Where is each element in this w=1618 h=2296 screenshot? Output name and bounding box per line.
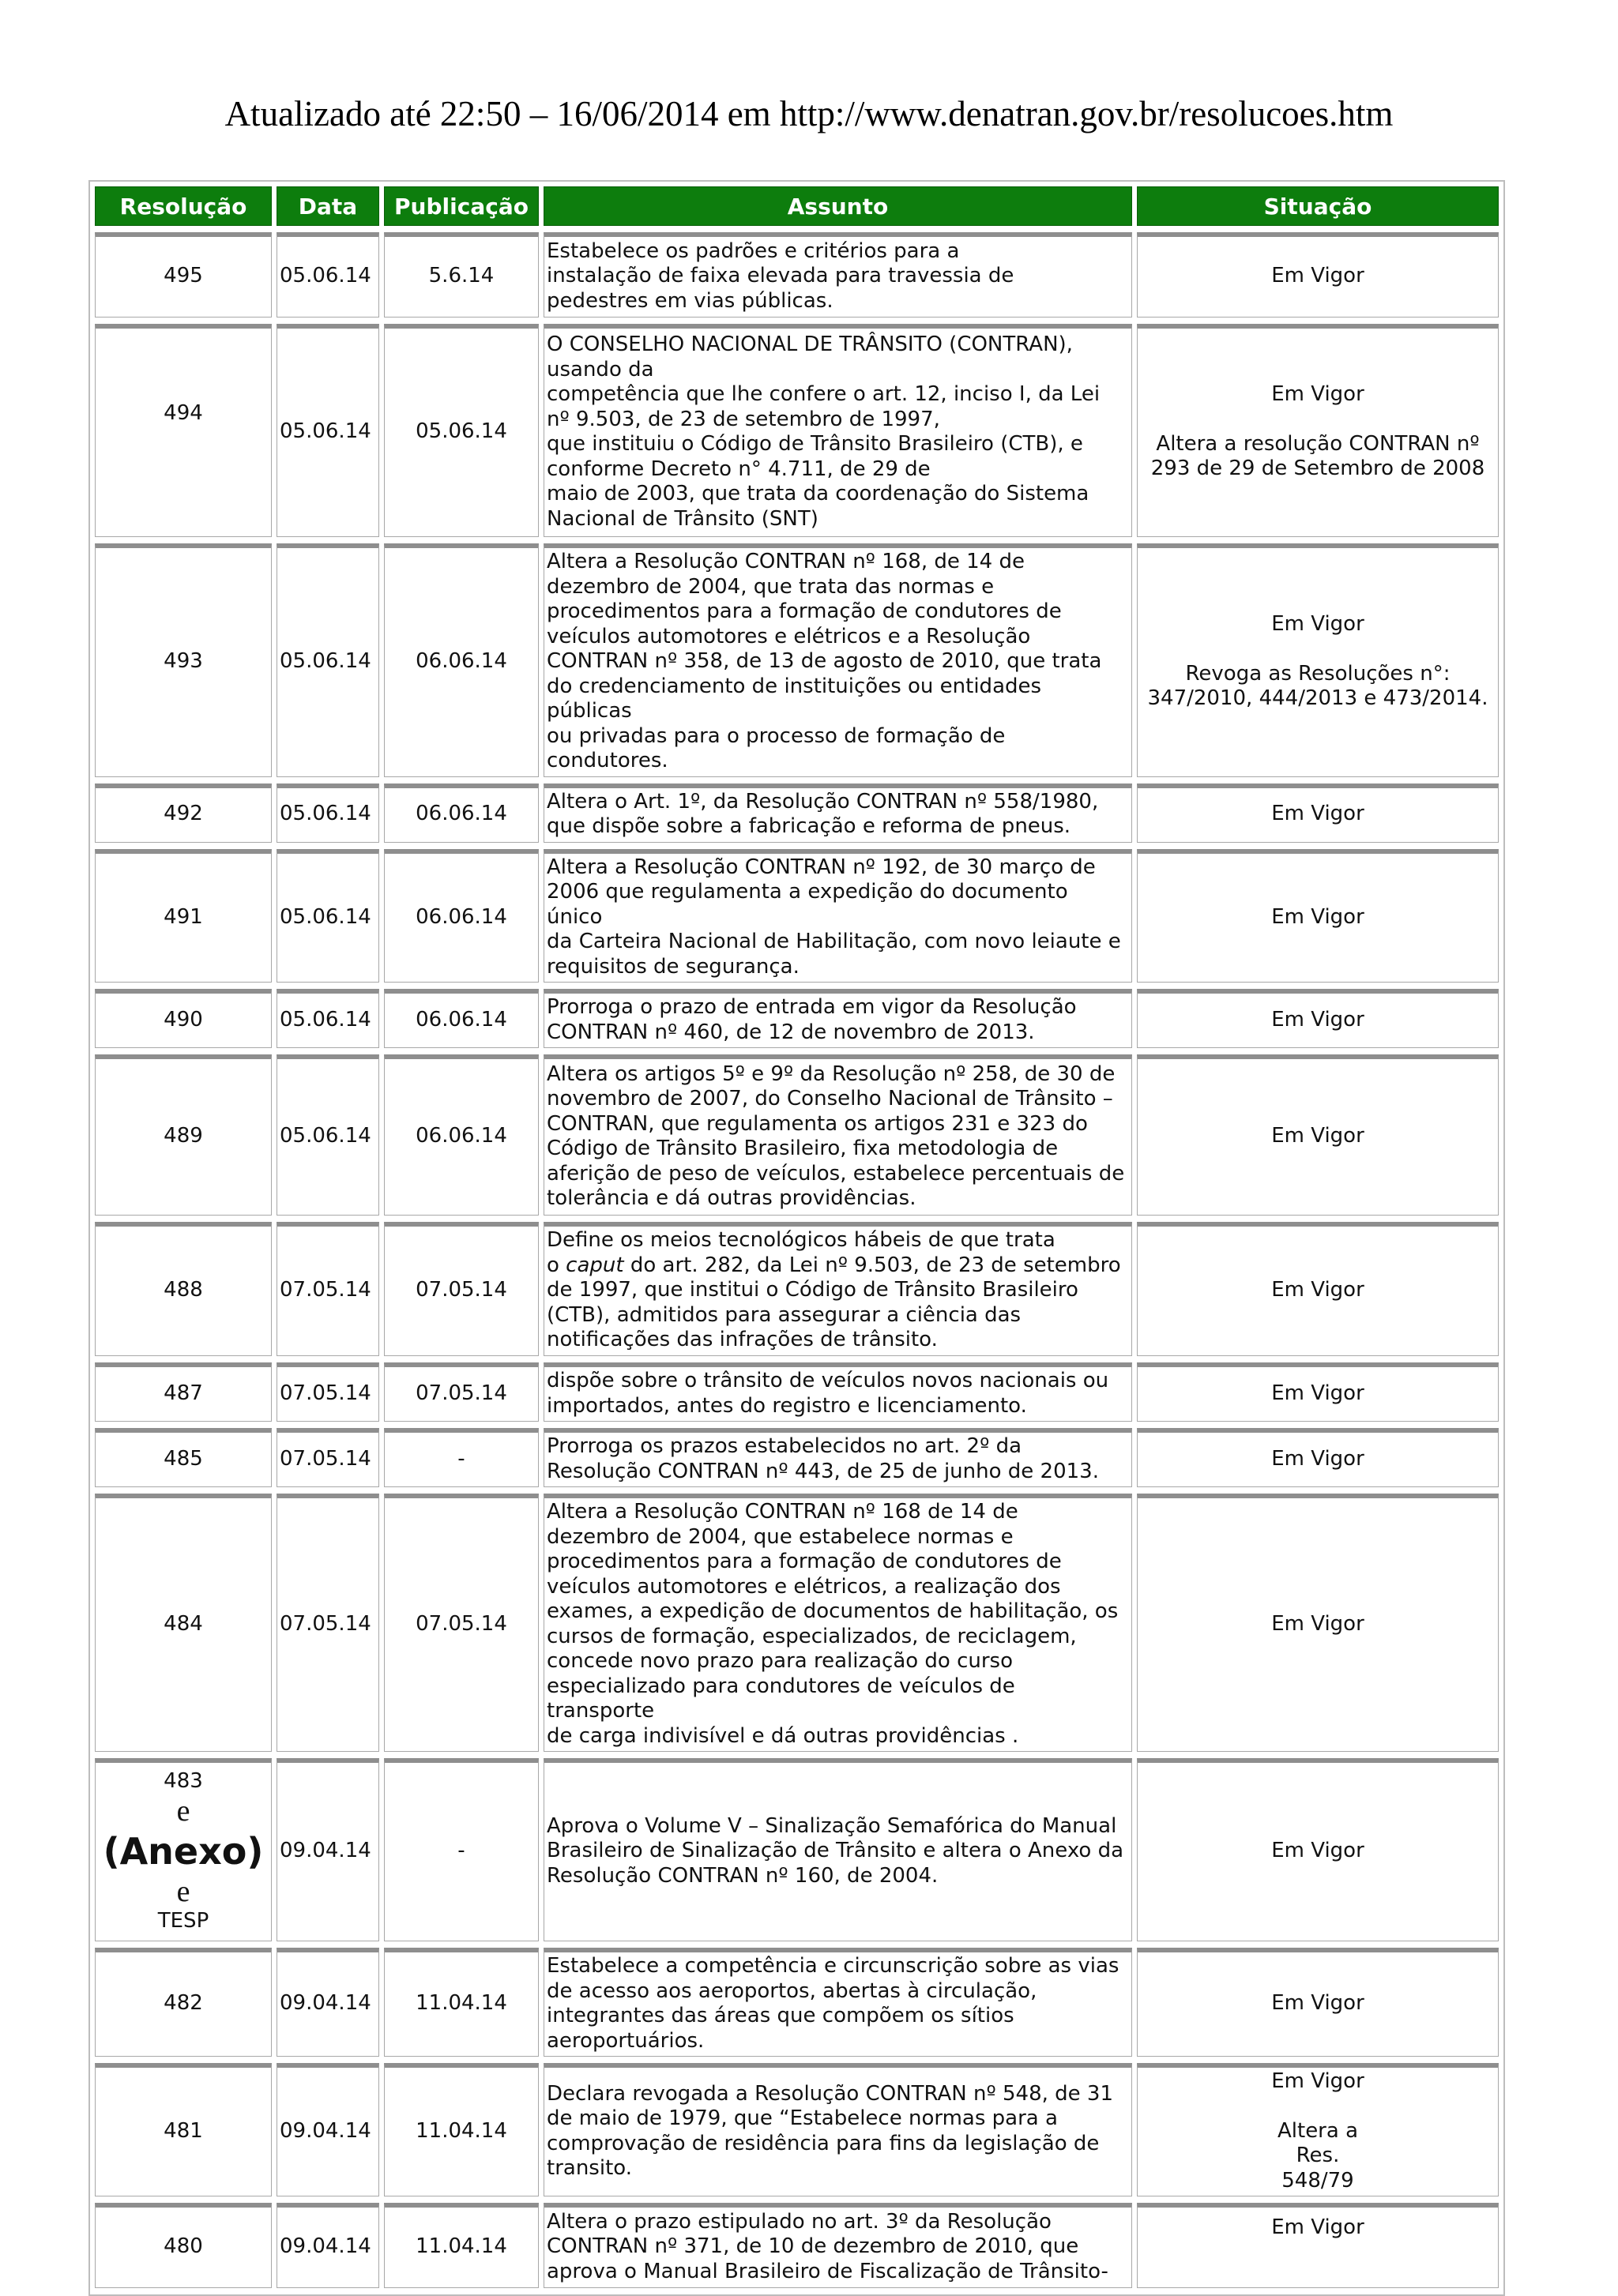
resolutions-table-frame	[88, 180, 1505, 2296]
assunto-cell: Define os meios tecnológicos hábeis de que trata o caput do art. 282, da Lei nº 9.503, de 23 de setembro de 1997, que institui o Código de Trânsito Brasileiro (CTB), admitidos para assegurar a ciência das notificações das infrações de trânsito.	[544, 1222, 1132, 1356]
table-row	[95, 232, 1499, 318]
data-cell: 09.04.14	[277, 2063, 379, 2196]
publicacao-cell: 11.04.14	[384, 2063, 539, 2196]
assunto-cell: Altera a Resolução CONTRAN nº 168 de 14 de dezembro de 2004, que estabelece normas e procedimentos para a formação de condutores de veículos automotores e elétricos, a realização dos exames, a expedição de documentos de habilitação, os cursos de formação, especializados, de reciclagem, concede novo prazo para realização do curso especializado para condutores de veículos de transporte de carga indivisível e dá outras providências .	[544, 1494, 1132, 1752]
table-row	[95, 2063, 1499, 2196]
data-cell: 05.06.14	[277, 783, 379, 843]
publicacao-cell: 5.6.14	[384, 232, 539, 318]
situacao-status: Em Vigor	[1271, 2069, 1364, 2093]
publicacao-cell: -	[384, 1428, 539, 1487]
situacao-note[interactable]: Revoga as Resoluções n°: 347/2010, 444/2013 e 473/2014.	[1147, 661, 1488, 710]
data-cell: 05.06.14	[277, 232, 379, 318]
situacao-status: Em Vigor	[1271, 802, 1364, 826]
situacao-cell	[1137, 783, 1499, 843]
publicacao-cell: 06.06.14	[384, 783, 539, 843]
resolucao-cell	[95, 543, 272, 777]
table-row	[95, 989, 1499, 1048]
situacao-status: Em Vigor	[1271, 382, 1364, 407]
situacao-cell	[1137, 2203, 1499, 2288]
table-row	[95, 1222, 1499, 1356]
resolucao-number[interactable]: 492	[164, 802, 203, 826]
resolucao-cell: 483 e (Anexo) e TESP	[95, 1758, 272, 1941]
situacao-note[interactable]: Altera a resolução CONTRAN nº 293 de 29 de Setembro de 2008	[1150, 431, 1485, 481]
publicacao-cell: 06.06.14	[384, 1054, 539, 1216]
assunto-cell: Altera o prazo estipulado no art. 3º da Resolução CONTRAN nº 371, de 10 de dezembro de 2010, que aprova o Manual Brasileiro de Fiscalização de Trânsito-	[544, 2203, 1132, 2288]
situacao-cell	[1137, 1054, 1499, 1216]
situacao-cell	[1137, 543, 1499, 777]
situacao-status: Em Vigor	[1271, 904, 1364, 929]
table-row	[95, 783, 1499, 843]
page-header: Atualizado até 22:50 – 16/06/2014 em http://www.denatran.gov.br/resolucoes.htm	[224, 94, 1394, 133]
assunto-cell: Estabelece os padrões e critérios para a instalação de faixa elevada para travessia de pedestres em vias públicas.	[544, 232, 1132, 318]
caput-term: caput	[566, 1253, 624, 1277]
publicacao-cell: -	[384, 1758, 539, 1941]
publicacao-cell: 06.06.14	[384, 543, 539, 777]
table-row	[95, 1362, 1499, 1422]
publicacao-cell: 05.06.14	[384, 324, 539, 537]
situacao-status: Em Vigor	[1271, 1839, 1364, 1863]
publicacao-cell: 06.06.14	[384, 849, 539, 983]
data-cell: 07.05.14	[277, 1428, 379, 1487]
situacao-status: Em Vigor	[1271, 1278, 1364, 1302]
data-cell: 05.06.14	[277, 989, 379, 1048]
resolucao-number[interactable]: 484	[164, 1611, 203, 1636]
situacao-cell	[1137, 1758, 1499, 1941]
table-row	[95, 543, 1499, 777]
assunto-cell: dispõe sobre o trânsito de veículos novos nacionais ou importados, antes do registro e licenciamento.	[544, 1362, 1132, 1422]
situacao-cell	[1137, 989, 1499, 1048]
data-cell: 05.06.14	[277, 849, 379, 983]
situacao-status: Em Vigor	[1271, 264, 1364, 288]
col-header-assunto: Assunto	[544, 186, 1132, 226]
publicacao-cell: 07.05.14	[384, 1494, 539, 1752]
publicacao-cell: 11.04.14	[384, 2203, 539, 2288]
resolucao-number[interactable]: 481	[164, 2118, 203, 2143]
table-row	[95, 849, 1499, 983]
assunto-cell: Altera a Resolução CONTRAN nº 192, de 30 março de 2006 que regulamenta a expedição do documento único da Carteira Nacional de Habilitação, com novo leiaute e requisitos de segurança.	[544, 849, 1132, 983]
assunto-cell: Declara revogada a Resolução CONTRAN nº 548, de 31 de maio de 1979, que “Estabelece normas para a comprovação de residência para fins da legislação de transito.	[544, 2063, 1132, 2196]
resolucao-cell	[95, 1222, 272, 1356]
table-row	[95, 324, 1499, 537]
publicacao-cell: 07.05.14	[384, 1362, 539, 1422]
resolucao-number[interactable]: 488	[164, 1278, 203, 1302]
resolucao-cell	[95, 1948, 272, 2057]
data-cell: 09.04.14	[277, 2203, 379, 2288]
col-header-situacao: Situação	[1137, 186, 1499, 226]
situacao-status: Em Vigor	[1271, 1381, 1364, 1405]
table-row	[95, 1428, 1499, 1487]
resolucao-cell	[95, 1362, 272, 1422]
resolucao-number[interactable]: 495	[164, 264, 203, 288]
tesp-link[interactable]: TESP	[157, 1909, 209, 1933]
situacao-status: Em Vigor	[1271, 1446, 1364, 1471]
situacao-status: Em Vigor	[1271, 1991, 1364, 2016]
resolucao-cell	[95, 1494, 272, 1752]
resolucao-cell	[95, 2203, 272, 2288]
anexo-link[interactable]: (Anexo)	[103, 1830, 264, 1873]
data-cell: 07.05.14	[277, 1362, 379, 1422]
data-cell: 09.04.14	[277, 1948, 379, 2057]
situacao-cell	[1137, 324, 1499, 537]
assunto-cell: Prorroga os prazos estabelecidos no art. 2º da Resolução CONTRAN nº 443, de 25 de junho de 2013.	[544, 1428, 1132, 1487]
publicacao-cell: 11.04.14	[384, 1948, 539, 2057]
resolucao-number[interactable]: 483	[164, 1768, 203, 1793]
situacao-status: Em Vigor	[1271, 612, 1364, 636]
resolucao-cell	[95, 783, 272, 843]
assunto-cell: Altera a Resolução CONTRAN nº 168, de 14 de dezembro de 2004, que trata das normas e procedimentos para a formação de condutores de veículos automotores e elétricos e a Resolução CONTRAN nº 358, de 13 de agosto de 2010, que trata do credenciamento de instituições ou entidades públicas ou privadas para o processo de formação de condutores.	[544, 543, 1132, 777]
situacao-note[interactable]: Altera a Res. 548/79	[1277, 2118, 1359, 2193]
data-cell: 05.06.14	[277, 324, 379, 537]
resolucao-number[interactable]: 491	[164, 904, 203, 929]
table-row	[95, 2203, 1499, 2288]
situacao-cell	[1137, 1362, 1499, 1422]
situacao-cell	[1137, 1948, 1499, 2057]
resolutions-table	[90, 180, 1503, 2294]
resolucao-number[interactable]: 487	[164, 1381, 203, 1405]
resolucao-cell	[95, 1428, 272, 1487]
assunto-cell: Altera o Art. 1º, da Resolução CONTRAN nº 558/1980, que dispõe sobre a fabricação e reforma de pneus.	[544, 783, 1132, 843]
resolucao-cell	[95, 849, 272, 983]
col-header-publicacao: Publicação	[384, 186, 539, 226]
situacao-status: Em Vigor	[1271, 2215, 1364, 2239]
situacao-cell	[1137, 1494, 1499, 1752]
data-cell: 07.05.14	[277, 1222, 379, 1356]
table-row	[95, 1758, 1499, 1941]
table-row	[95, 1948, 1499, 2057]
data-cell: 09.04.14	[277, 1758, 379, 1941]
resolucao-number[interactable]: 493	[164, 649, 203, 673]
col-header-resolucao: Resolução	[95, 186, 272, 226]
assunto-cell: O CONSELHO NACIONAL DE TRÂNSITO (CONTRAN), usando da competência que lhe confere o art. 12, inciso I, da Lei nº 9.503, de 23 de setembro de 1997, que instituiu o Código de Trânsito Brasileiro (CTB), e conforme Decreto n° 4.711, de 29 de maio de 2003, que trata da coordenação do Sistema Nacional de Trânsito (SNT)	[544, 324, 1132, 537]
assunto-cell: Aprova o Volume V – Sinalização Semafórica do Manual Brasileiro de Sinalização de Trânsito e altera o Anexo da Resolução CONTRAN nº 160, de 2004.	[544, 1758, 1132, 1941]
resolucao-number[interactable]: 489	[164, 1124, 203, 1148]
resolucao-number[interactable]: 485	[164, 1446, 203, 1471]
resolucao-cell	[95, 2063, 272, 2196]
table-row	[95, 1054, 1499, 1216]
col-header-data: Data	[277, 186, 379, 226]
assunto-cell: Estabelece a competência e circunscrição sobre as vias de acesso aos aeroportos, abertas à circulação, integrantes das áreas que compõem os sítios aeroportuários.	[544, 1948, 1132, 2057]
resolucao-number[interactable]: 480	[164, 2234, 203, 2259]
resolucao-number[interactable]: 482	[164, 1991, 203, 2016]
situacao-status: Em Vigor	[1271, 1611, 1364, 1636]
situacao-cell	[1137, 2063, 1499, 2196]
resolucao-number[interactable]: 494	[164, 400, 203, 425]
table-header-row	[95, 186, 1499, 226]
publicacao-cell: 07.05.14	[384, 1222, 539, 1356]
publicacao-cell: 06.06.14	[384, 989, 539, 1048]
situacao-status: Em Vigor	[1271, 1007, 1364, 1032]
data-cell: 07.05.14	[277, 1494, 379, 1752]
data-cell: 05.06.14	[277, 543, 379, 777]
assunto-cell: Altera os artigos 5º e 9º da Resolução nº 258, de 30 de novembro de 2007, do Conselho Nacional de Trânsito – CONTRAN, que regulamenta os artigos 231 e 323 do Código de Trânsito Brasileiro, fixa metodologia de aferição de peso de veículos, estabelece percentuais de tolerância e dá outras providências.	[544, 1054, 1132, 1216]
resolucao-number[interactable]: 490	[164, 1007, 203, 1032]
resolucao-cell	[95, 1054, 272, 1216]
situacao-status: Em Vigor	[1271, 1124, 1364, 1148]
data-cell: 05.06.14	[277, 1054, 379, 1216]
table-row	[95, 1494, 1499, 1752]
resolucao-cell	[95, 989, 272, 1048]
resolucao-cell	[95, 232, 272, 318]
assunto-cell: Prorroga o prazo de entrada em vigor da Resolução CONTRAN nº 460, de 12 de novembro de 2013.	[544, 989, 1132, 1048]
situacao-cell	[1137, 232, 1499, 318]
situacao-cell	[1137, 1428, 1499, 1487]
situacao-cell	[1137, 1222, 1499, 1356]
resolucao-cell	[95, 324, 272, 537]
situacao-cell	[1137, 849, 1499, 983]
